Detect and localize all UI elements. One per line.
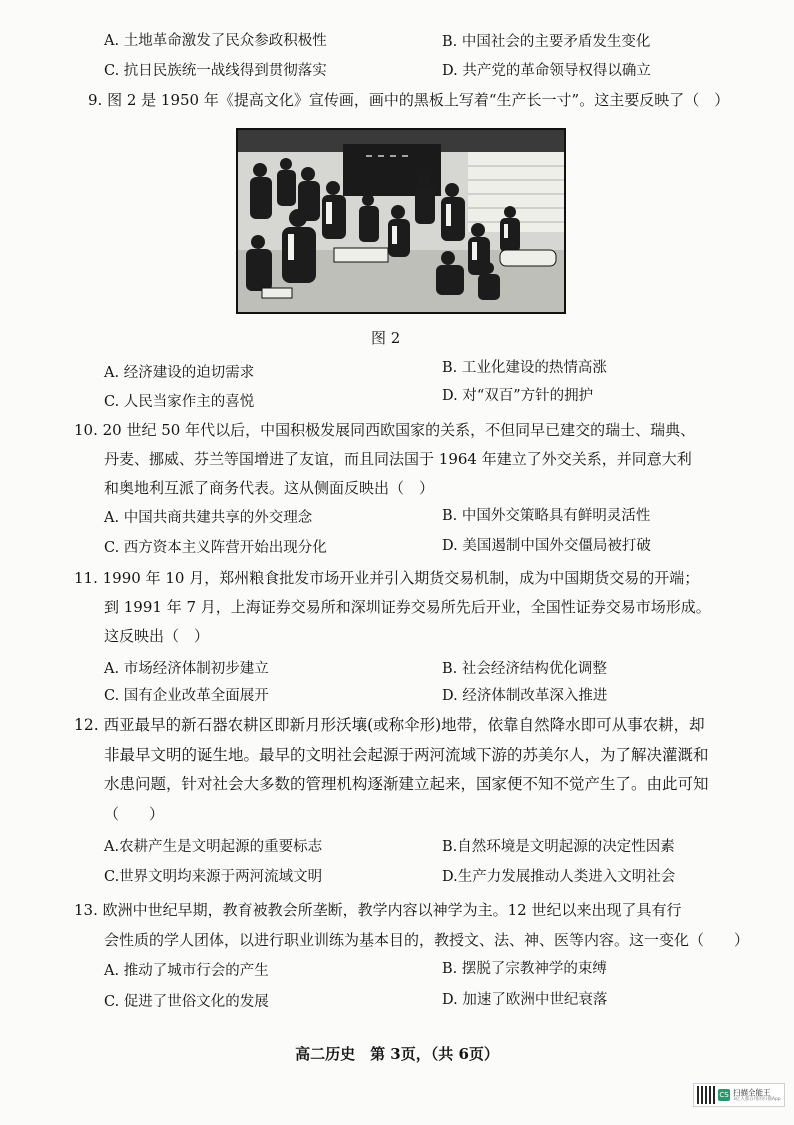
qr-code-icon xyxy=(697,1086,715,1104)
q11-stem-line: 到 1991 年 7 月，上海证券交易所和深圳证券交易所先后开业，全国性证券交易市场形成。 xyxy=(104,598,711,616)
q12-stem-line: 12. 西亚最早的新石器农耕区即新月形沃壤(或称伞形)地带，依靠自然降水即可从事农耕，却 xyxy=(74,716,705,734)
q13-option-a: A. 推动了城市行会的产生 xyxy=(104,963,269,979)
q13-stem-line: 13. 欧洲中世纪早期，教育被教会所垄断，教学内容以神学为主。12 世纪以来出现了具有行 xyxy=(74,901,682,919)
q10-option-b: B. 中国外交策略具有鲜明灵活性 xyxy=(442,508,651,524)
q12-stem-line: 非最早文明的诞生地。最早的文明社会起源于两河流域下游的苏美尔人，为了解决灌溉和 xyxy=(104,746,709,764)
camscanner-logo-icon: CS xyxy=(719,1091,729,1099)
scanner-tagline: 3亿人都在用的扫描App xyxy=(733,1096,781,1102)
q9-option-a: A. 经济建设的迫切需求 xyxy=(104,365,255,381)
q11-stem-line: 这反映出（ ） xyxy=(104,627,210,645)
q9-option-b: B. 工业化建设的热情高涨 xyxy=(442,360,607,376)
q8-option-c: C. 抗日民族统一战线得到贯彻落实 xyxy=(104,63,327,79)
q8-option-d: D. 共产党的革命领导权得以确立 xyxy=(442,63,651,79)
q8-option-a: A. 土地革命激发了民众参政积极性 xyxy=(104,33,327,49)
q12-option-c: C.世界文明均来源于两河流域文明 xyxy=(104,869,323,885)
q9-option-d: D. 对“双百”方针的拥护 xyxy=(442,388,594,404)
q10-option-d: D. 美国遏制中国外交僵局被打破 xyxy=(442,538,651,554)
q12-option-d: D.生产力发展推动人类进入文明社会 xyxy=(442,869,676,885)
q11-option-d: D. 经济体制改革深入推进 xyxy=(442,688,608,704)
q9-option-c: C. 人民当家作主的喜悦 xyxy=(104,394,255,410)
q10-stem-line: 丹麦、挪威、芬兰等国增进了友谊，而且同法国于 1964 年建立了外交关系，并同意大利 xyxy=(104,450,692,468)
q13-stem-line: 会性质的学人团体，以进行职业训练为基本目的，教授文、法、神、医等内容。这一变化（ ） xyxy=(104,931,750,949)
q13-option-c: C. 促进了世俗文化的发展 xyxy=(104,994,269,1010)
q11-option-c: C. 国有企业改革全面展开 xyxy=(104,688,269,704)
q9-stem: 9. 图 2 是 1950 年《提高文化》宣传画，画中的黑板上写着“生产长一寸”。这主要反映了（ ） xyxy=(88,91,730,109)
q10-stem-line: 和奥地利互派了商务代表。这从侧面反映出（ ） xyxy=(104,479,435,497)
q11-option-a: A. 市场经济体制初步建立 xyxy=(104,661,269,677)
scanner-watermark xyxy=(693,1083,785,1107)
q10-stem-line: 10. 20 世纪 50 年代以后，中国积极发展同西欧国家的关系，不但同早已建交的瑞士、瑞典、 xyxy=(74,421,696,439)
q12-option-b: B.自然环境是文明起源的决定性因素 xyxy=(442,839,675,855)
q11-stem-line: 11. 1990 年 10 月，郑州粮食批发市场开业并引入期货交易机制，成为中国期货交易的开端； xyxy=(74,569,700,587)
q8-option-b: B. 中国社会的主要矛盾发生变化 xyxy=(442,34,651,50)
q13-option-d: D. 加速了欧洲中世纪衰落 xyxy=(442,992,608,1008)
q13-option-b: B. 摆脱了宗教神学的束缚 xyxy=(442,961,607,977)
page-footer: 高二历史 第 3页，（共 6页） xyxy=(295,1045,499,1063)
q11-option-b: B. 社会经济结构优化调整 xyxy=(442,661,607,677)
woodcut-illustration xyxy=(238,130,564,312)
figure-caption: 图 2 xyxy=(371,329,401,347)
scanner-app-name: 扫描全能王 xyxy=(733,1087,771,1097)
q12-stem-line: 水患问题，针对社会大多数的管理机构逐渐建立起来，国家便不知不觉产生了。由此可知 xyxy=(104,775,709,793)
q12-option-a: A.农耕产生是文明起源的重要标志 xyxy=(104,839,323,855)
q10-option-a: A. 中国共商共建共享的外交理念 xyxy=(104,510,313,526)
q12-stem-line: （ ） xyxy=(104,805,165,823)
q10-option-c: C. 西方资本主义阵营开始出现分化 xyxy=(104,540,327,556)
propaganda-poster-image xyxy=(236,128,566,314)
